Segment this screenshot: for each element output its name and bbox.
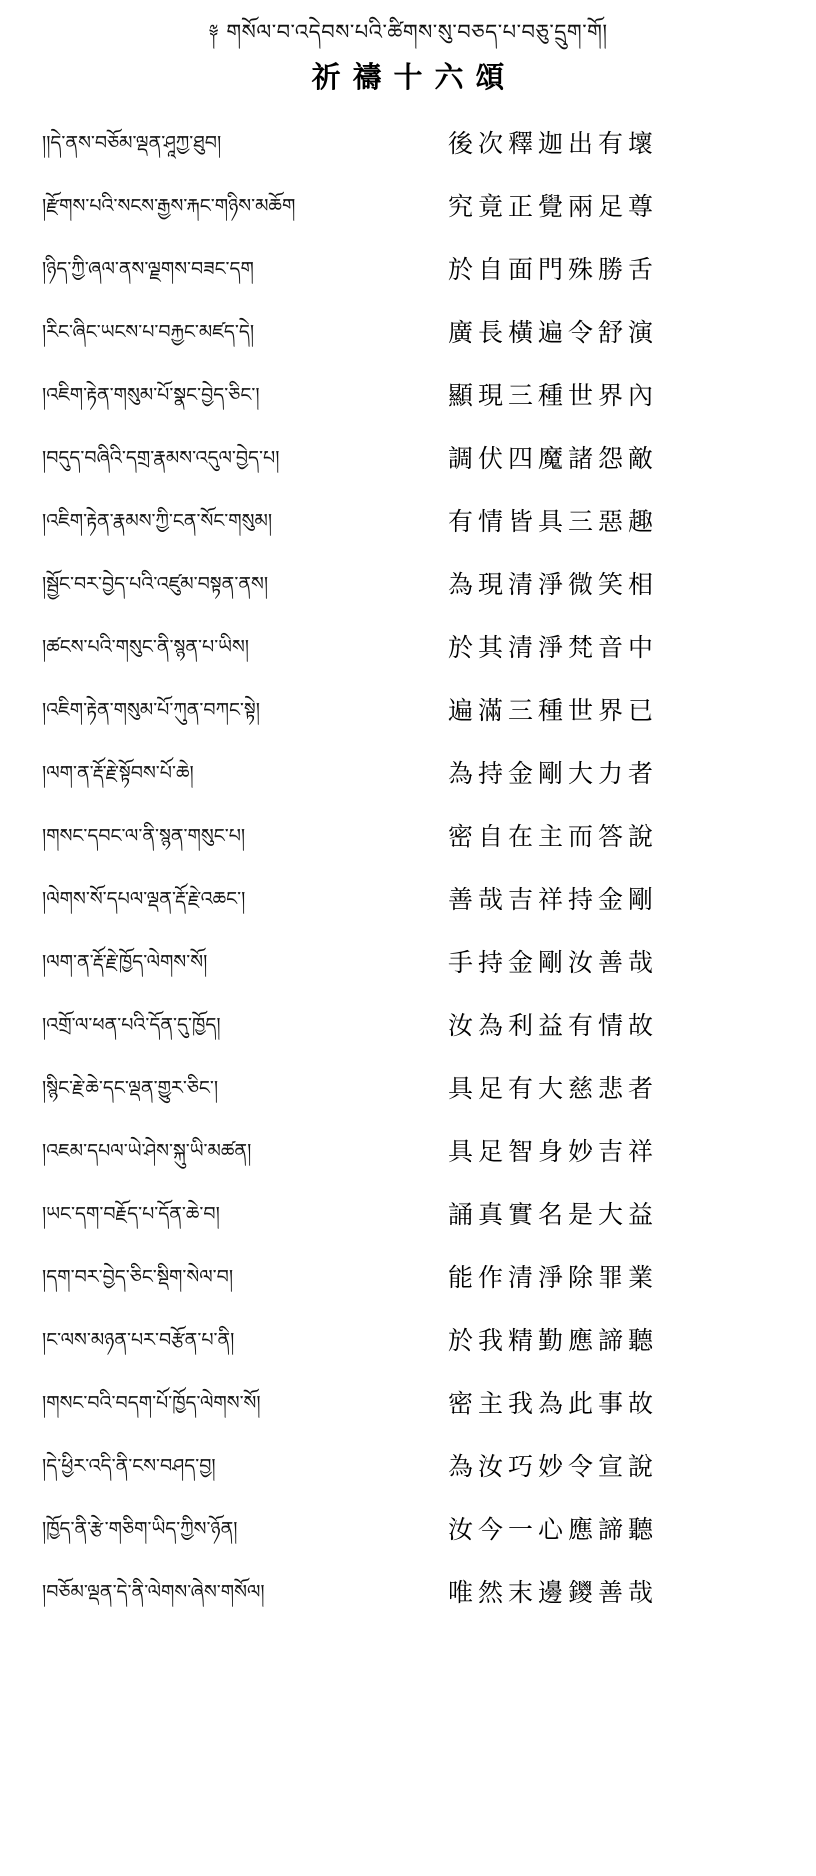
verse-chinese: 為汝巧妙令宣說 xyxy=(448,1451,659,1481)
verse-chinese: 汝今一心應諦聽 xyxy=(448,1514,659,1544)
verse-chinese: 顯現三種世界內 xyxy=(448,380,659,410)
verse-tibetan: །འཇིག་རྟེན་གསུམ་པོ་ཀུན་བཀང་སྟེ། xyxy=(42,698,260,721)
verse-tibetan: །དག་བར་བྱེད་ཅིང་སྡིག་སེལ་བ། xyxy=(42,1265,234,1288)
verse-chinese: 遍滿三種世界已 xyxy=(448,695,659,725)
verse-row xyxy=(40,1120,776,1183)
verse-tibetan: །འཇམ་དཔལ་ཡེ་ཤེས་སྐུ་ཡི་མཚན། xyxy=(42,1139,252,1162)
verse-chinese: 汝為利益有情故 xyxy=(448,1010,659,1040)
verse-row xyxy=(40,1183,776,1246)
verse-row xyxy=(40,1309,776,1372)
verse-tibetan: །སྦྱོང་བར་བྱེད་པའི་འཛུམ་བསྟན་ནས། xyxy=(42,572,269,595)
verse-row xyxy=(40,490,776,553)
verse-chinese: 密主我為此事故 xyxy=(448,1388,659,1418)
verse-tibetan: །།དེ་ནས་བཅོམ་ལྡན་ཤཱཀྱ་ཐུབ། xyxy=(42,131,222,154)
verse-list xyxy=(40,112,776,1624)
verse-chinese: 於自面門殊勝舌 xyxy=(448,254,659,284)
verse-row xyxy=(40,679,776,742)
verse-tibetan: །བཅོམ་ལྡན་དེ་ནི་ལེགས་ཞེས་གསོལ། xyxy=(42,1580,265,1603)
verse-chinese: 具足智身妙吉祥 xyxy=(448,1136,659,1166)
verse-tibetan: །ཡང་དག་བརྗོད་པ་དོན་ཆེ་བ། xyxy=(42,1202,220,1225)
verse-tibetan: །དེ་ཕྱིར་འདི་ནི་ངས་བཤད་བྱ། xyxy=(42,1454,216,1477)
verse-chinese: 手持金剛汝善哉 xyxy=(448,947,659,977)
verse-tibetan: །ལག་ན་རྡོ་རྗེ་སྟོབས་པོ་ཆེ། xyxy=(42,761,194,784)
verse-row xyxy=(40,805,776,868)
verse-row xyxy=(40,1498,776,1561)
verse-chinese: 唯然末邊鑁善哉 xyxy=(448,1577,659,1607)
verse-chinese: 有情皆具三惡趣 xyxy=(448,506,659,536)
verse-row xyxy=(40,616,776,679)
verse-chinese: 密自在主而答說 xyxy=(448,821,659,851)
verse-tibetan: །རྫོགས་པའི་སངས་རྒྱས་རྐང་གཉིས་མཆོག xyxy=(42,194,296,217)
verse-tibetan: །གསང་དབང་ལ་ནི་སྙན་གསུང་པ། xyxy=(42,824,246,847)
verse-tibetan: །ཁྱོད་ནི་རྩེ་གཅིག་ཡིད་ཀྱིས་ཉོན། xyxy=(42,1517,238,1540)
verse-chinese: 為持金剛大力者 xyxy=(448,758,659,788)
verse-row xyxy=(40,868,776,931)
verse-tibetan: །ང་ལས་མཉན་པར་བརྩོན་པ་ནི། xyxy=(42,1328,235,1351)
verse-row xyxy=(40,301,776,364)
verse-tibetan: །ཉིད་ཀྱི་ཞལ་ནས་ལྗགས་བཟང་དག xyxy=(42,257,254,280)
verse-row xyxy=(40,427,776,490)
verse-tibetan: །བདུད་བཞིའི་དགྲ་རྣམས་འདུལ་བྱེད་པ། xyxy=(42,446,280,469)
page-title: 祈禱十六頌 xyxy=(311,60,517,95)
verse-tibetan: །ལག་ན་རྡོ་རྗེ་ཁྱོད་ལེགས་སོ། xyxy=(42,950,208,973)
verse-row xyxy=(40,994,776,1057)
verse-row xyxy=(40,112,776,175)
verse-tibetan: །ལེགས་སོ་དཔལ་ལྡན་རྡོ་རྗེ་འཆང་། xyxy=(42,887,246,910)
verse-chinese: 於其清淨梵音中 xyxy=(448,632,659,662)
verse-chinese: 調伏四魔諸怨敵 xyxy=(448,443,659,473)
verse-chinese: 為現清淨微笑相 xyxy=(448,569,659,599)
verse-tibetan: །འཇིག་རྟེན་རྣམས་ཀྱི་ངན་སོང་གསུམ། xyxy=(42,509,273,532)
verse-chinese: 善哉吉祥持金剛 xyxy=(448,884,659,914)
verse-row xyxy=(40,1561,776,1624)
verse-row xyxy=(40,553,776,616)
verse-row xyxy=(40,175,776,238)
header-tibetan-line: ༈ གསོལ་བ་འདེབས་པའི་ཚིགས་སུ་བཅད་པ་བཅུ་དྲུག་གོ། xyxy=(208,20,608,44)
verse-chinese: 具足有大慈悲者 xyxy=(448,1073,659,1103)
verse-row xyxy=(40,1057,776,1120)
verse-chinese: 能作清淨除罪業 xyxy=(448,1262,659,1292)
verse-tibetan: །འགྲོ་ལ་ཕན་པའི་དོན་དུ་ཁྱོད། xyxy=(42,1013,221,1036)
verse-tibetan: །རིང་ཞིང་ཡངས་པ་བརྐྱང་མཛད་དེ། xyxy=(42,320,255,343)
verse-row xyxy=(40,1246,776,1309)
verse-chinese: 廣長橫遍令舒演 xyxy=(448,317,659,347)
verse-row xyxy=(40,238,776,301)
verse-row xyxy=(40,364,776,427)
verse-tibetan: །སྙིང་རྗེ་ཆེ་དང་ལྡན་གྱུར་ཅིང་། xyxy=(42,1076,219,1099)
verse-tibetan: །འཇིག་རྟེན་གསུམ་པོ་སྣང་བྱེད་ཅིང་། xyxy=(42,383,260,406)
verse-tibetan: །ཚངས་པའི་གསུང་ནི་སྙན་པ་ཡིས། xyxy=(42,635,250,658)
verse-tibetan: །གསང་བའི་བདག་པོ་ཁྱོད་ལེགས་སོ། xyxy=(42,1391,261,1414)
verse-row xyxy=(40,931,776,994)
verse-row xyxy=(40,1435,776,1498)
verse-chinese: 後次釋迦出有壞 xyxy=(448,128,659,158)
verse-chinese: 誦真實名是大益 xyxy=(448,1199,659,1229)
verse-row xyxy=(40,742,776,805)
verse-chinese: 於我精勤應諦聽 xyxy=(448,1325,659,1355)
verse-row xyxy=(40,1372,776,1435)
verse-chinese: 究竟正覺兩足尊 xyxy=(448,191,659,221)
